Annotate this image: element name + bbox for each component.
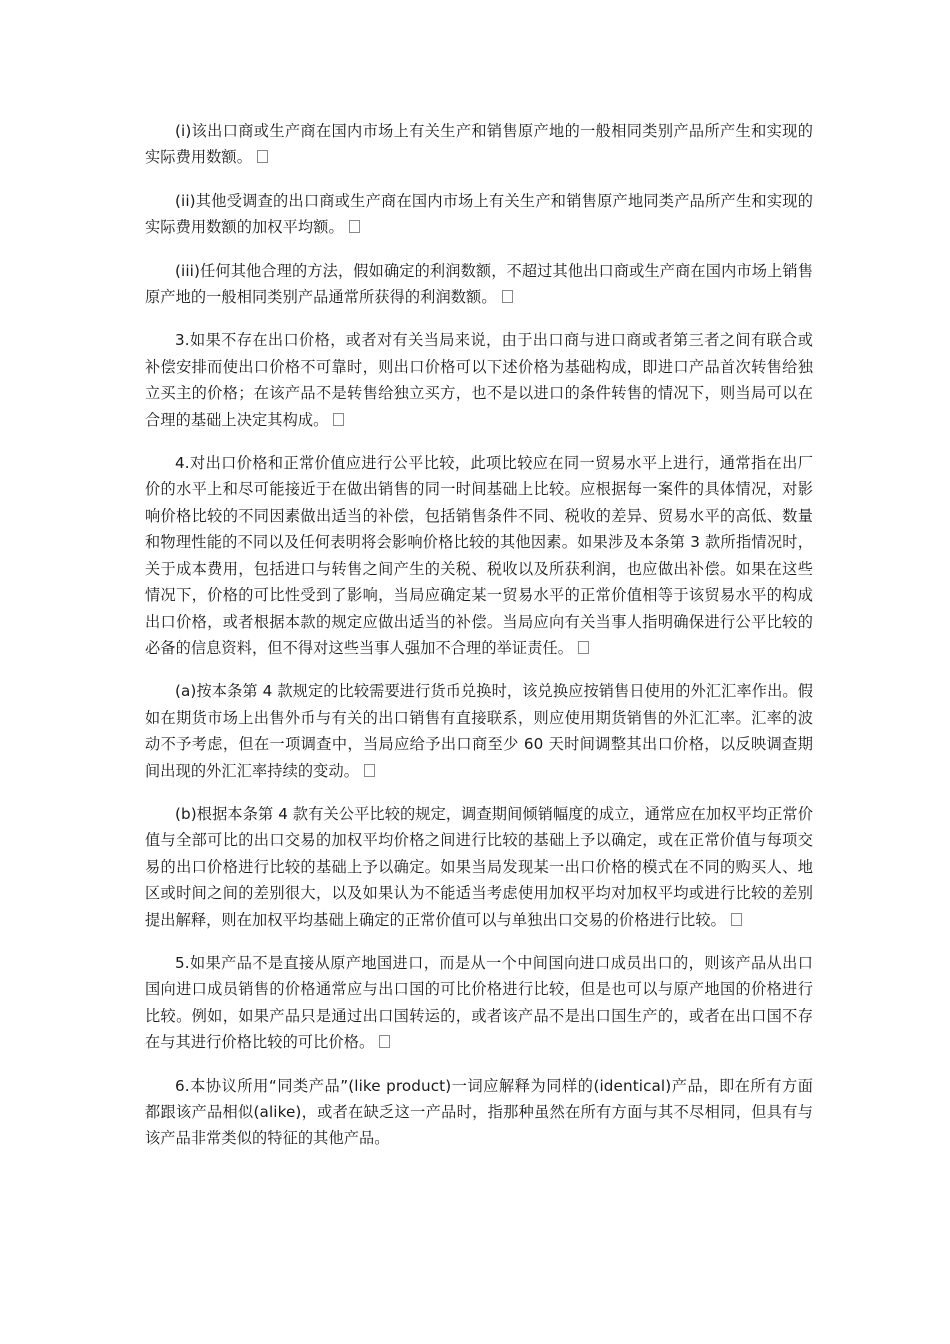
placeholder-box-icon (379, 1035, 390, 1048)
paragraph-4 (145, 450, 813, 661)
placeholder-box-icon (578, 641, 589, 654)
paragraph-text: 6.本协议所用“同类产品”(like product)一词应解释为同样的(identical)产品，即在所有方面都跟该产品相似(alike)，或者在缺乏这一产品时，指那种虽然在所有方面与其不尽相同，但具有与该产品非常类似的特征的其他产品。 (145, 1076, 813, 1148)
paragraph-text: (b)根据本条第 4 款有关公平比较的规定，调查期间倾销幅度的成立，通常应在加权平均正常价值与全部可比的出口交易的加权平均价格之间进行比较的基础上予以确定，或在正常价值与每项交易的出口价格进行比较的基础上予以确定。如果当局发现某一出口价格的模式在不同的购买人、地区或时间之间的差别很大，以及如果认为不能适当考虑使用加权平均对加权平均或进行比较的差别提出解释，则在加权平均基础上确定的正常价值可以与单独出口交易的价格进行比较。 (145, 804, 813, 929)
paragraph-text: 3.如果不存在出口价格，或者对有关当局来说，由于出口商与进口商或者第三者之间有联合或补偿安排而使出口价格不可靠时，则出口价格可以下述价格为基础构成，即进口产品首次转售给独立买主的价格；在该产品不是转售给独立买方，也不是以进口的条件转售的情况下，则当局可以在合理的基础上决定其构成。 (145, 331, 813, 429)
placeholder-box-icon (349, 220, 360, 233)
paragraph-ii (145, 188, 813, 241)
paragraph-4b (145, 801, 813, 933)
placeholder-box-icon (257, 150, 268, 163)
paragraph-text: (i)该出口商或生产商在国内市场上有关生产和销售原产地的一般相同类别产品所产生和实现的实际费用数额。 (145, 122, 813, 167)
paragraph-text: (a)按本条第 4 款规定的比较需要进行货币兑换时，该兑换应按销售日使用的外汇汇率作出。假如在期货市场上出售外币与有关的出口销售有直接联系，则应使用期货销售的外汇汇率。汇率的波动不予考虑，但在一项调查中，当局应给予出口商至少 60 天时间调整其出口价格，以反映调查期间出现的外汇汇率持续的变动。 (145, 682, 813, 780)
paragraph-text: 5.如果产品不是直接从原产地国进口，而是从一个中间国向进口成员出口的，则该产品从出口国向进口成员销售的价格通常应与出口国的可比价格进行比较，但是也可以与原产地国的价格进行比较。例如，如果产品只是通过出口国转运的，或者该产品不是出口国生产的，或者在出口国不存在与其进行价格比较的可比价格。 (145, 953, 813, 1052)
paragraph-iii (145, 258, 813, 311)
paragraph-i (145, 118, 813, 171)
paragraph-4a (145, 678, 813, 784)
paragraph-text: (ii)其他受调查的出口商或生产商在国内市场上有关生产和销售原产地同类产品所产生和实现的实际费用数额的加权平均额。 (145, 191, 813, 237)
paragraph-text: 4.对出口价格和正常价值应进行公平比较，此项比较应在同一贸易水平上进行，通常指在出厂价的水平上和尽可能接近于在做出销售的同一时间基础上比较。应根据每一案件的具体情况，对影响价格比较的不同因素做出适当的补偿，包括销售条件不同、税收的差异、贸易水平的高低、数量和物理性能的不同以及任何表明将会影响价格比较的其他因素。如果涉及本条第 3 款所指情况时，关于成本费用，包括进口与转售之间产生的关税、税收以及所获利润，也应做出补偿。如果在这些情况下，价格的可比性受到了影响，当局应确定某一贸易水平的正常价值相等于该贸易水平的构成出口价格，或者根据本款的规定应做出适当的补偿。当局应向有关当事人指明确保进行公平比较的必备的信息资料，但不得对这些当事人强加不合理的举证责任。 (145, 454, 813, 657)
placeholder-box-icon (364, 764, 375, 777)
paragraph-3 (145, 327, 813, 433)
paragraph-5 (145, 950, 813, 1056)
placeholder-box-icon (731, 913, 742, 926)
paragraph-6 (145, 1073, 813, 1152)
paragraph-text: (iii)任何其他合理的方法，假如确定的利润数额，不超过其他出口商或生产商在国内市场上销售原产地的一般相同类别产品通常所获得的利润数额。 (145, 261, 813, 307)
placeholder-box-icon (502, 290, 513, 303)
placeholder-box-icon (333, 413, 344, 426)
document-body (145, 118, 813, 1169)
